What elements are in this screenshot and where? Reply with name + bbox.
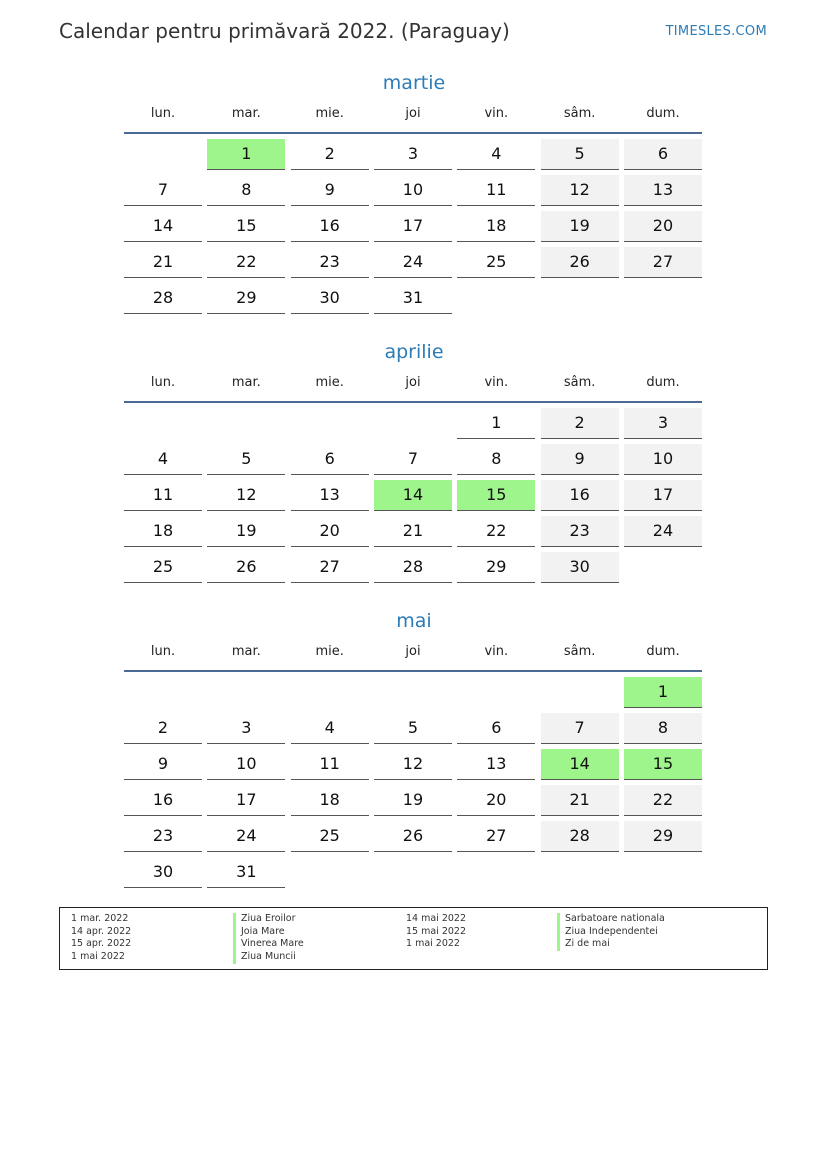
weekday-label: mie.: [315, 644, 344, 659]
day-cell[interactable]: 9: [124, 749, 202, 780]
day-grid: [124, 677, 704, 889]
day-cell[interactable]: 29: [457, 552, 535, 583]
day-cell[interactable]: 12: [374, 749, 452, 780]
day-cell[interactable]: 7: [124, 175, 202, 206]
weekday-label: mie.: [315, 375, 344, 390]
day-cell[interactable]: 28: [541, 821, 619, 852]
month-title: aprilie: [384, 341, 444, 363]
day-cell[interactable]: 26: [207, 552, 285, 583]
day-cell[interactable]: 25: [124, 552, 202, 583]
day-cell[interactable]: 5: [207, 444, 285, 475]
legend-holiday-name: Joia Mare: [233, 926, 304, 939]
day-cell[interactable]: 23: [124, 821, 202, 852]
weekday-label: vin.: [484, 106, 509, 121]
day-cell[interactable]: 27: [457, 821, 535, 852]
weekday-label: lun.: [150, 644, 176, 659]
empty-day: [624, 552, 702, 582]
empty-day: [541, 677, 619, 707]
empty-day: [207, 408, 285, 438]
weekday-label: sâm.: [563, 375, 596, 390]
day-cell[interactable]: 10: [624, 444, 702, 475]
day-cell[interactable]: 16: [291, 211, 369, 242]
day-cell[interactable]: 2: [291, 139, 369, 170]
day-cell[interactable]: 1: [457, 408, 535, 439]
day-cell[interactable]: 28: [124, 283, 202, 314]
day-cell[interactable]: 7: [541, 713, 619, 744]
day-cell[interactable]: 25: [291, 821, 369, 852]
week-row: [124, 283, 704, 315]
month-martie: [124, 70, 704, 319]
empty-day: [541, 857, 619, 887]
weekday-label: joi: [405, 375, 421, 390]
day-grid: [124, 139, 704, 315]
week-row: [124, 552, 704, 584]
site-link[interactable]: TIMESLES.COM: [665, 24, 767, 39]
day-cell[interactable]: 14: [124, 211, 202, 242]
week-row: [124, 139, 704, 171]
week-row: [124, 408, 704, 440]
empty-day: [124, 408, 202, 438]
day-cell[interactable]: 22: [624, 785, 702, 816]
legend-holiday-name: Ziua Eroilor: [233, 913, 304, 926]
empty-day: [124, 677, 202, 707]
header-rule: [124, 670, 702, 672]
legend-holiday-date: 15 mai 2022: [406, 925, 467, 937]
week-row: [124, 857, 704, 889]
empty-day: [374, 677, 452, 707]
week-row: [124, 211, 704, 243]
empty-day: [291, 857, 369, 887]
day-cell[interactable]: 15: [457, 480, 535, 511]
weekday-label: sâm.: [563, 106, 596, 121]
weekday-header: [124, 102, 704, 126]
day-cell[interactable]: 10: [207, 749, 285, 780]
day-cell[interactable]: 8: [457, 444, 535, 475]
day-cell[interactable]: 21: [374, 516, 452, 547]
day-cell[interactable]: 16: [124, 785, 202, 816]
empty-day: [541, 283, 619, 313]
legend-holiday-date: 14 apr. 2022: [71, 925, 132, 937]
week-row: [124, 516, 704, 548]
day-cell[interactable]: 18: [124, 516, 202, 547]
weekday-label: joi: [405, 106, 421, 121]
empty-day: [457, 283, 535, 313]
day-cell[interactable]: 19: [207, 516, 285, 547]
day-cell[interactable]: 9: [291, 175, 369, 206]
empty-day: [457, 677, 535, 707]
empty-day: [624, 857, 702, 887]
day-cell[interactable]: 18: [457, 211, 535, 242]
day-cell[interactable]: 30: [541, 552, 619, 583]
day-cell[interactable]: 24: [207, 821, 285, 852]
weekday-label: dum.: [646, 644, 680, 659]
day-cell[interactable]: 26: [541, 247, 619, 278]
weekday-label: dum.: [646, 106, 680, 121]
empty-day: [624, 283, 702, 313]
day-cell[interactable]: 8: [207, 175, 285, 206]
day-cell[interactable]: 19: [541, 211, 619, 242]
empty-day: [374, 408, 452, 438]
day-cell[interactable]: 7: [374, 444, 452, 475]
week-row: [124, 677, 704, 709]
day-cell[interactable]: 24: [374, 247, 452, 278]
day-cell[interactable]: 4: [457, 139, 535, 170]
day-cell[interactable]: 14: [541, 749, 619, 780]
day-cell[interactable]: 6: [457, 713, 535, 744]
day-cell[interactable]: 15: [624, 749, 702, 780]
weekday-label: dum.: [646, 375, 680, 390]
day-cell[interactable]: 11: [124, 480, 202, 511]
day-cell[interactable]: 18: [291, 785, 369, 816]
week-row: [124, 175, 704, 207]
empty-day: [291, 408, 369, 438]
weekday-label: lun.: [150, 106, 176, 121]
page-title: Calendar pentru primăvară 2022. (Paraguay): [59, 19, 510, 43]
day-cell[interactable]: 31: [374, 283, 452, 314]
holiday-legend: [59, 907, 768, 970]
legend-holiday-date: 15 apr. 2022: [71, 938, 132, 950]
weekday-label: mar.: [231, 106, 261, 121]
day-cell[interactable]: 29: [207, 283, 285, 314]
day-cell[interactable]: 14: [374, 480, 452, 511]
day-cell[interactable]: 20: [457, 785, 535, 816]
month-mai: [124, 608, 704, 893]
empty-day: [374, 857, 452, 887]
day-cell[interactable]: 13: [624, 175, 702, 206]
day-cell[interactable]: 19: [374, 785, 452, 816]
week-row: [124, 821, 704, 853]
day-cell[interactable]: 21: [541, 785, 619, 816]
header-rule: [124, 401, 702, 403]
weekday-header: [124, 640, 704, 664]
day-cell[interactable]: 2: [541, 408, 619, 439]
legend-holiday-name: Vinerea Mare: [233, 938, 304, 951]
day-cell[interactable]: 29: [624, 821, 702, 852]
day-cell[interactable]: 10: [374, 175, 452, 206]
empty-day: [124, 139, 202, 169]
week-row: [124, 444, 704, 476]
day-cell[interactable]: 5: [541, 139, 619, 170]
weekday-label: vin.: [484, 375, 509, 390]
day-cell[interactable]: 13: [457, 749, 535, 780]
day-cell[interactable]: 16: [541, 480, 619, 511]
weekday-label: mie.: [315, 106, 344, 121]
header-rule: [124, 132, 702, 134]
day-cell[interactable]: 1: [207, 139, 285, 170]
weekday-label: vin.: [484, 644, 509, 659]
day-cell[interactable]: 3: [624, 408, 702, 439]
day-cell[interactable]: 12: [207, 480, 285, 511]
legend-dates-left: [71, 913, 131, 964]
day-cell[interactable]: 8: [624, 713, 702, 744]
day-cell[interactable]: 23: [541, 516, 619, 547]
day-cell[interactable]: 3: [374, 139, 452, 170]
day-cell[interactable]: 24: [624, 516, 702, 547]
legend-holiday-name: Sarbatoare nationala: [557, 913, 665, 926]
day-cell[interactable]: 12: [541, 175, 619, 206]
legend-holiday-name: Ziua Independentei: [557, 926, 665, 939]
month-title: mai: [396, 610, 432, 632]
day-cell[interactable]: 17: [624, 480, 702, 511]
empty-day: [207, 677, 285, 707]
weekday-header: [124, 371, 704, 395]
day-cell[interactable]: 26: [374, 821, 452, 852]
week-row: [124, 785, 704, 817]
day-cell[interactable]: 11: [457, 175, 535, 206]
day-cell[interactable]: 30: [124, 857, 202, 888]
legend-names-right: [557, 913, 665, 951]
month-aprilie: [124, 339, 704, 588]
day-cell[interactable]: 6: [624, 139, 702, 170]
day-cell[interactable]: 15: [207, 211, 285, 242]
month-title: martie: [382, 72, 446, 94]
legend-holiday-name: Ziua Muncii: [233, 951, 304, 964]
day-cell[interactable]: 30: [291, 283, 369, 314]
day-cell[interactable]: 27: [624, 247, 702, 278]
day-cell[interactable]: 1: [624, 677, 702, 708]
day-cell[interactable]: 11: [291, 749, 369, 780]
legend-holiday-date: 1 mar. 2022: [71, 913, 129, 924]
day-cell[interactable]: 20: [624, 211, 702, 242]
weekday-label: sâm.: [563, 644, 596, 659]
day-cell[interactable]: 25: [457, 247, 535, 278]
day-cell[interactable]: 27: [291, 552, 369, 583]
day-cell[interactable]: 22: [207, 247, 285, 278]
legend-dates-right: [406, 913, 466, 951]
legend-holiday-date: 1 mai 2022: [406, 938, 460, 950]
day-cell[interactable]: 21: [124, 247, 202, 278]
empty-day: [291, 677, 369, 707]
legend-holiday-name: Zi de mai: [557, 938, 665, 951]
day-cell[interactable]: 17: [374, 211, 452, 242]
day-cell[interactable]: 13: [291, 480, 369, 511]
day-cell[interactable]: 31: [207, 857, 285, 888]
weekday-label: mar.: [231, 375, 261, 390]
week-row: [124, 247, 704, 279]
day-cell[interactable]: 4: [291, 713, 369, 744]
day-cell[interactable]: 5: [374, 713, 452, 744]
week-row: [124, 749, 704, 781]
day-cell[interactable]: 4: [124, 444, 202, 475]
day-cell[interactable]: 6: [291, 444, 369, 475]
day-cell[interactable]: 28: [374, 552, 452, 583]
weekday-label: lun.: [150, 375, 176, 390]
day-cell[interactable]: 23: [291, 247, 369, 278]
legend-names-left: [233, 913, 304, 964]
day-cell[interactable]: 20: [291, 516, 369, 547]
day-cell[interactable]: 2: [124, 713, 202, 744]
day-grid: [124, 408, 704, 584]
day-cell[interactable]: 9: [541, 444, 619, 475]
week-row: [124, 480, 704, 512]
legend-holiday-date: 1 mai 2022: [71, 951, 125, 963]
legend-holiday-date: 14 mai 2022: [406, 913, 467, 924]
weekday-label: joi: [405, 644, 421, 659]
empty-day: [457, 857, 535, 887]
week-row: [124, 713, 704, 745]
weekday-label: mar.: [231, 644, 261, 659]
day-cell[interactable]: 17: [207, 785, 285, 816]
day-cell[interactable]: 3: [207, 713, 285, 744]
day-cell[interactable]: 22: [457, 516, 535, 547]
